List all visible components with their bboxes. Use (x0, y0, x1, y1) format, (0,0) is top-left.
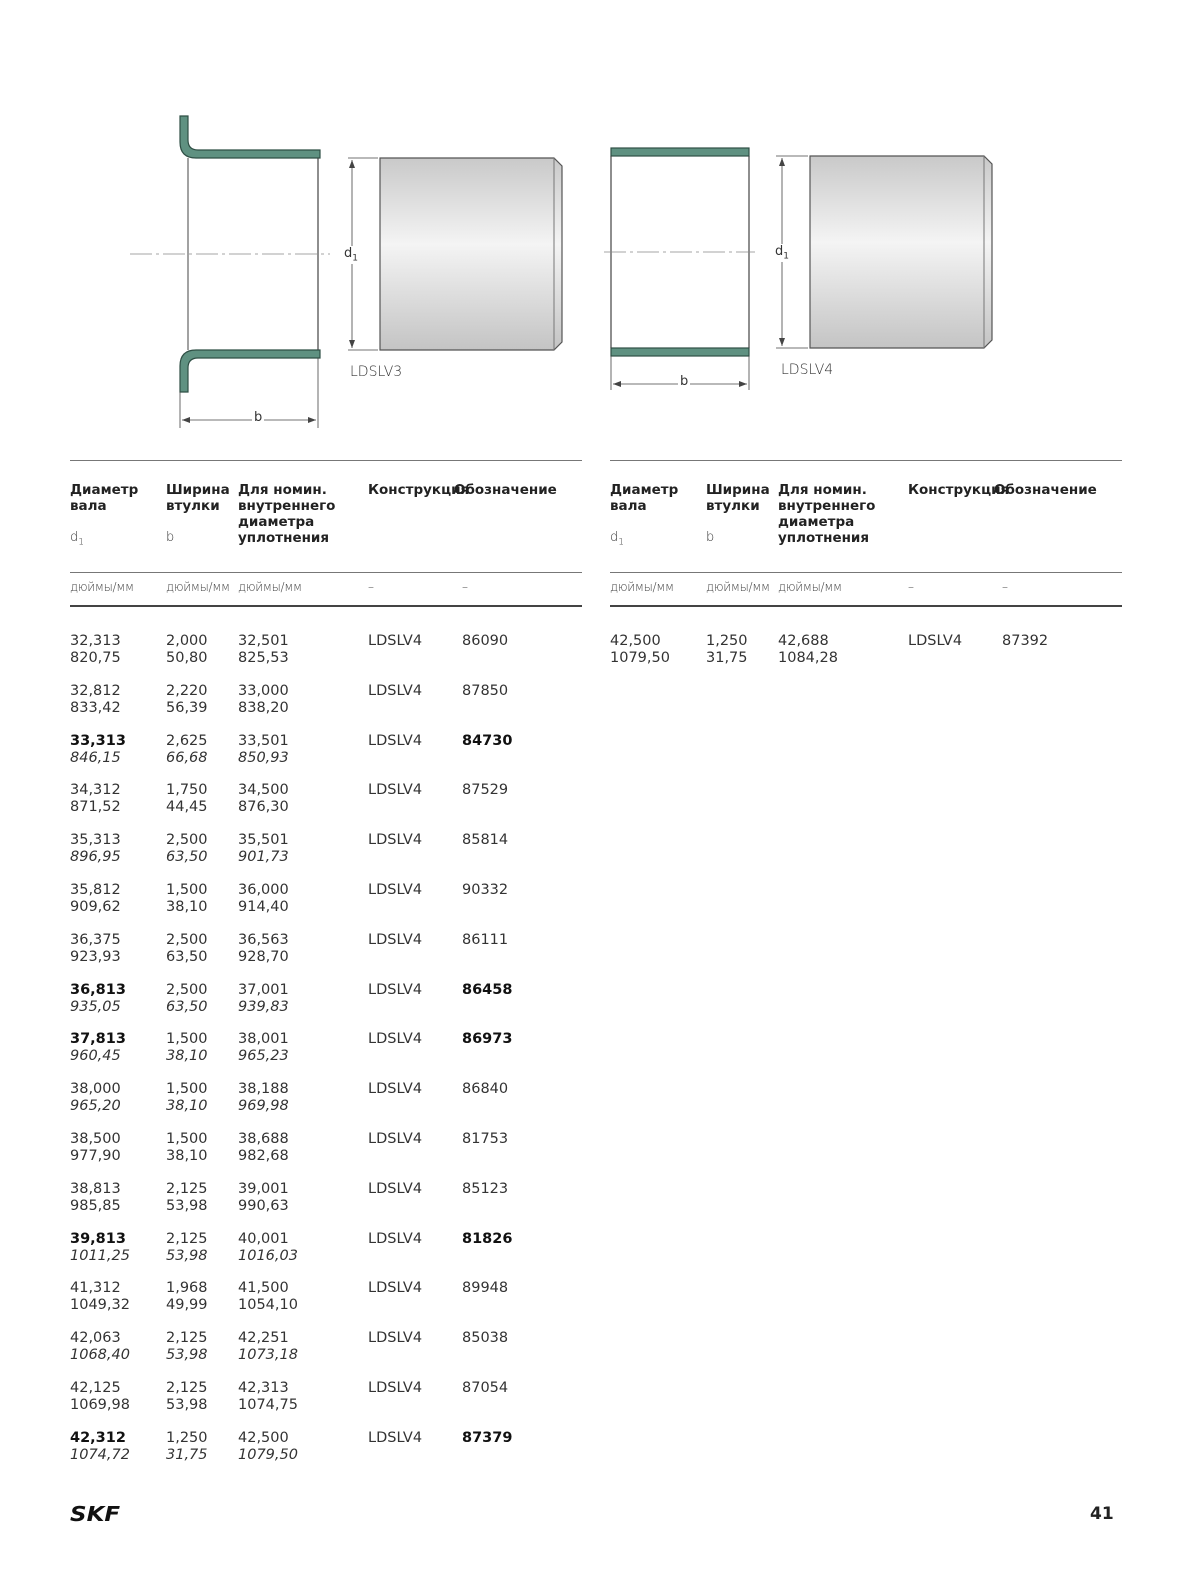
unit-unit2: дюймы/мм (166, 580, 230, 594)
ldslv3-section-drawing (130, 116, 330, 428)
sleeve-drawings (0, 0, 1190, 450)
header-line: внутреннего (238, 498, 336, 514)
cell-mm: 833,42 (70, 699, 121, 716)
cell-mm: 1079,50 (238, 1446, 298, 1463)
cell-mm: 850,93 (238, 749, 289, 766)
cell-inch: 38,688 (238, 1131, 289, 1147)
cell-s (238, 932, 289, 966)
cell-inch: 33,000 (238, 682, 289, 699)
cell-mm: 31,75 (166, 1446, 208, 1463)
cell-s (238, 882, 289, 916)
cell-mm: 38,10 (166, 1148, 208, 1164)
cell-mm: 923,93 (70, 948, 121, 965)
cell-d (70, 1330, 130, 1364)
cell-designation: 81753 (462, 1131, 509, 1147)
cell-mm: 876,30 (238, 799, 289, 816)
cell-d (70, 733, 126, 767)
cell-mm: 1049,32 (70, 1297, 130, 1314)
header-symbol-b: b (166, 530, 175, 545)
header-line: Для номин. (778, 482, 867, 498)
table-unit-top-rule (610, 572, 1122, 573)
cell-inch: 35,501 (238, 832, 289, 849)
cell-b (166, 932, 208, 966)
cell-d (70, 683, 121, 717)
cell-mm: 63,50 (166, 998, 208, 1015)
cell-inch: 36,563 (238, 931, 289, 948)
cell-d (70, 1131, 121, 1165)
cell-inch: 1,250 (706, 633, 748, 649)
cell-s (238, 633, 289, 667)
cell-s (238, 1181, 289, 1215)
cell-mm: 49,99 (166, 1297, 208, 1314)
cell-mm: 977,90 (70, 1148, 121, 1164)
cell-inch: 34,500 (238, 782, 289, 799)
cell-inch: 1,500 (166, 1081, 208, 1098)
cell-inch: 32,313 (70, 633, 121, 649)
cell-b (166, 1081, 208, 1115)
cell-s (238, 1081, 289, 1115)
ldslv3-side-view (348, 158, 562, 350)
unit-unit4: – (368, 580, 374, 594)
table-row (70, 982, 582, 1032)
cell-d (610, 633, 670, 667)
cell-d (70, 1231, 130, 1265)
cell-design: LDSLV4 (368, 882, 423, 898)
cell-inch: 41,312 (70, 1280, 121, 1297)
cell-design: LDSLV4 (368, 682, 423, 699)
cell-b (166, 1231, 208, 1265)
cell-design: LDSLV4 (368, 1380, 423, 1396)
cell-mm: 965,20 (70, 1098, 121, 1115)
table-top-rule (70, 460, 582, 461)
cell-inch: 41,500 (238, 1280, 289, 1297)
cell-mm: 990,63 (238, 1197, 289, 1214)
unit-unit5: – (1002, 580, 1008, 594)
cell-designation: 81826 (462, 1230, 513, 1247)
table-row (70, 633, 582, 683)
cell-mm: 38,10 (166, 1098, 208, 1115)
cell-inch: 39,001 (238, 1180, 289, 1197)
table-row (70, 1131, 582, 1181)
cell-design: LDSLV4 (368, 931, 423, 948)
unit-unit3: дюймы/мм (238, 580, 302, 594)
cell-inch: 2,500 (166, 981, 208, 998)
cell-mm: 1054,10 (238, 1297, 298, 1314)
cell-inch: 36,000 (238, 882, 289, 898)
table-top-rule (610, 460, 1122, 461)
cell-mm: 66,68 (166, 749, 208, 766)
header-line: втулки (706, 498, 760, 514)
cell-designation: 87850 (462, 682, 509, 699)
cell-mm: 1069,98 (70, 1397, 130, 1413)
cell-designation: 86973 (462, 1031, 513, 1048)
cell-designation: 87054 (462, 1380, 509, 1396)
cell-inch: 1,250 (166, 1429, 208, 1446)
cell-b (166, 982, 208, 1016)
cell-d (70, 932, 121, 966)
cell-designation: 86090 (462, 633, 509, 649)
header-line: вала (610, 498, 647, 514)
table-row (70, 832, 582, 882)
cell-mm: 909,62 (70, 899, 121, 915)
cell-b (166, 1031, 208, 1065)
cell-inch: 42,500 (610, 633, 661, 649)
cell-inch: 32,812 (70, 682, 121, 699)
cell-inch: 2,125 (166, 1230, 208, 1247)
table-row (70, 1430, 582, 1480)
cell-inch: 37,001 (238, 981, 289, 998)
cell-inch: 36,813 (70, 981, 126, 998)
cell-design: LDSLV4 (368, 1180, 423, 1197)
header-col2 (706, 482, 770, 514)
cell-inch: 38,500 (70, 1131, 121, 1147)
cell-s (238, 1131, 289, 1165)
cell-mm: 53,98 (166, 1397, 208, 1413)
cell-inch: 2,125 (166, 1330, 208, 1347)
header-line: внутреннего (778, 498, 876, 514)
symbol-text: d (610, 530, 619, 545)
cell-b (166, 882, 208, 916)
cell-inch: 35,313 (70, 832, 121, 849)
cell-s (238, 1231, 298, 1265)
dim-d1-left: $d_1$ (344, 246, 358, 264)
cell-mm: 985,85 (70, 1197, 121, 1214)
cell-inch: 40,001 (238, 1230, 289, 1247)
cell-b (166, 633, 208, 667)
table-unit-top-rule (70, 572, 582, 573)
cell-inch: 33,313 (70, 732, 126, 749)
cell-mm: 928,70 (238, 948, 289, 965)
header-col1 (610, 482, 678, 514)
cell-inch: 2,500 (166, 931, 208, 948)
cell-inch: 38,001 (238, 1031, 289, 1048)
cell-mm: 1074,72 (70, 1446, 130, 1463)
cell-inch: 2,125 (166, 1380, 208, 1396)
cell-mm: 53,98 (166, 1347, 208, 1364)
cell-s (238, 1280, 298, 1314)
unit-unit5: – (462, 580, 468, 594)
cell-mm: 838,20 (238, 699, 289, 716)
cell-inch: 38,000 (70, 1081, 121, 1098)
cell-inch: 2,125 (166, 1180, 208, 1197)
symbol-sub: 1 (618, 537, 624, 548)
label-ldslv4: LDSLV4 (781, 362, 834, 378)
cell-d (70, 1280, 130, 1314)
cell-s (778, 633, 838, 667)
cell-b (166, 683, 208, 717)
cell-b (166, 1181, 208, 1215)
cell-designation: 87529 (462, 782, 509, 799)
cell-mm: 969,98 (238, 1098, 289, 1115)
table-row (70, 1280, 582, 1330)
cell-mm: 901,73 (238, 849, 289, 866)
cell-mm: 1016,03 (238, 1247, 298, 1264)
table-row (70, 1081, 582, 1131)
cell-designation: 87379 (462, 1429, 513, 1446)
header-symbol-b: b (706, 530, 715, 545)
table-row (610, 633, 1122, 683)
cell-b (166, 1430, 208, 1464)
cell-d (70, 982, 126, 1016)
label-ldslv3: LDSLV3 (350, 364, 403, 380)
header-col5: Обозначение (994, 482, 1097, 498)
cell-inch: 38,188 (238, 1081, 289, 1098)
cell-designation: 86840 (462, 1081, 509, 1098)
table-row (70, 733, 582, 783)
ldslv4-side-view (776, 156, 992, 348)
cell-s (238, 1430, 298, 1464)
unit-unit4: – (908, 580, 914, 594)
cell-designation: 86458 (462, 981, 513, 998)
cell-mm: 1011,25 (70, 1247, 130, 1264)
cell-inch: 36,375 (70, 931, 121, 948)
cell-design: LDSLV4 (368, 732, 423, 749)
table-unit-bottom-rule (70, 605, 582, 607)
cell-inch: 42,312 (70, 1429, 126, 1446)
cell-s (238, 832, 289, 866)
cell-mm: 1073,18 (238, 1347, 298, 1364)
table-row (70, 1380, 582, 1430)
dim-d1-right: $d_1$ (775, 244, 789, 262)
cell-b (166, 782, 208, 816)
symbol-sub: 1 (78, 537, 84, 548)
table-row (70, 782, 582, 832)
cell-mm: 939,83 (238, 998, 289, 1015)
cell-s (238, 733, 289, 767)
cell-mm: 825,53 (238, 650, 289, 666)
cell-design: LDSLV4 (368, 981, 423, 998)
cell-mm: 965,23 (238, 1048, 289, 1065)
cell-mm: 63,50 (166, 849, 208, 866)
cell-designation: 90332 (462, 882, 509, 898)
header-col5: Обозначение (454, 482, 557, 498)
cell-inch: 42,500 (238, 1429, 289, 1446)
table-unit-bottom-rule (610, 605, 1122, 607)
cell-mm: 1079,50 (610, 650, 670, 666)
cell-inch: 42,063 (70, 1330, 121, 1347)
header-line: вала (70, 498, 107, 514)
cell-inch: 35,812 (70, 882, 121, 898)
header-line: Диаметр (610, 482, 679, 498)
cell-d (70, 782, 121, 816)
cell-d (70, 1031, 126, 1065)
cell-mm: 50,80 (166, 650, 208, 666)
header-line: диаметра (778, 514, 855, 530)
ldslv4-section-drawing (604, 148, 755, 390)
unit-unit2: дюймы/мм (706, 580, 770, 594)
cell-inch: 32,501 (238, 633, 289, 649)
cell-b (166, 832, 208, 866)
cell-d (70, 1430, 130, 1464)
cell-mm: 846,15 (70, 749, 121, 766)
header-line: Диаметр (70, 482, 139, 498)
table-row (70, 1330, 582, 1380)
cell-inch: 33,501 (238, 732, 289, 749)
cell-design: LDSLV4 (368, 1131, 423, 1147)
unit-unit3: дюймы/мм (778, 580, 842, 594)
header-col4: Конструкция (368, 482, 470, 498)
cell-mm: 53,98 (166, 1197, 208, 1214)
cell-s (238, 1380, 298, 1414)
cell-mm: 56,39 (166, 699, 208, 716)
header-line: уплотнения (778, 530, 870, 546)
cell-mm: 935,05 (70, 998, 121, 1015)
cell-designation: 84730 (462, 732, 513, 749)
cell-design: LDSLV4 (368, 1031, 423, 1048)
header-symbol-d1 (610, 530, 624, 548)
cell-mm: 31,75 (706, 650, 748, 666)
cell-inch: 37,813 (70, 1031, 126, 1048)
cell-design: LDSLV4 (368, 1280, 423, 1297)
cell-mm: 44,45 (166, 799, 208, 816)
cell-b (706, 633, 748, 667)
cell-s (238, 1031, 289, 1065)
dim-b-left: b (254, 410, 263, 425)
header-symbol-d1 (70, 530, 84, 548)
cell-b (166, 733, 208, 767)
cell-inch: 42,688 (778, 633, 829, 649)
cell-inch: 1,750 (166, 782, 208, 799)
cell-inch: 1,500 (166, 1131, 208, 1147)
cell-inch: 42,313 (238, 1380, 289, 1396)
cell-mm: 38,10 (166, 1048, 208, 1065)
cell-mm: 960,45 (70, 1048, 121, 1065)
cell-design: LDSLV4 (368, 1081, 423, 1098)
cell-design: LDSLV4 (368, 832, 423, 849)
cell-mm: 914,40 (238, 899, 289, 915)
unit-unit1: дюймы/мм (610, 580, 674, 594)
cell-inch: 2,220 (166, 682, 208, 699)
cell-mm: 1068,40 (70, 1347, 130, 1364)
table-row (70, 683, 582, 733)
cell-mm: 38,10 (166, 899, 208, 915)
header-col1 (70, 482, 138, 514)
cell-design: LDSLV4 (368, 1330, 423, 1347)
header-col2 (166, 482, 230, 514)
header-line: диаметра (238, 514, 315, 530)
cell-b (166, 1330, 208, 1364)
cell-inch: 1,968 (166, 1280, 208, 1297)
cell-inch: 42,251 (238, 1330, 289, 1347)
cell-inch: 2,000 (166, 633, 208, 649)
header-col3 (778, 482, 875, 546)
cell-s (238, 782, 289, 816)
cell-design: LDSLV4 (908, 633, 963, 649)
table-row (70, 882, 582, 932)
header-line: Ширина (706, 482, 770, 498)
cell-mm: 1084,28 (778, 650, 838, 666)
page-number: 41 (1090, 1504, 1114, 1524)
cell-d (70, 633, 121, 667)
cell-designation: 86111 (462, 931, 509, 948)
cell-d (70, 1181, 121, 1215)
cell-inch: 38,813 (70, 1180, 121, 1197)
cell-designation: 87392 (1002, 633, 1049, 649)
header-line: Ширина (166, 482, 230, 498)
cell-inch: 34,312 (70, 782, 121, 799)
skf-logo: SKF (70, 1502, 121, 1526)
cell-s (238, 1330, 298, 1364)
cell-design: LDSLV4 (368, 782, 423, 799)
cell-mm: 1074,75 (238, 1397, 298, 1413)
cell-mm: 982,68 (238, 1148, 289, 1164)
unit-unit1: дюймы/мм (70, 580, 134, 594)
cell-d (70, 832, 121, 866)
cell-mm: 896,95 (70, 849, 121, 866)
cell-inch: 2,500 (166, 832, 208, 849)
cell-designation: 85814 (462, 832, 509, 849)
cell-designation: 89948 (462, 1280, 509, 1297)
header-line: Для номин. (238, 482, 327, 498)
cell-mm: 63,50 (166, 948, 208, 965)
cell-b (166, 1131, 208, 1165)
cell-mm: 871,52 (70, 799, 121, 816)
cell-d (70, 882, 121, 916)
cell-inch: 1,500 (166, 1031, 208, 1048)
cell-d (70, 1081, 121, 1115)
table-row (70, 932, 582, 982)
header-line: втулки (166, 498, 220, 514)
cell-d (70, 1380, 130, 1414)
cell-b (166, 1280, 208, 1314)
cell-s (238, 982, 289, 1016)
cell-design: LDSLV4 (368, 633, 423, 649)
cell-inch: 2,625 (166, 732, 208, 749)
cell-designation: 85038 (462, 1330, 509, 1347)
table-row (70, 1031, 582, 1081)
cell-mm: 820,75 (70, 650, 121, 666)
dim-b-right: b (680, 374, 689, 389)
cell-inch: 1,500 (166, 882, 208, 898)
header-col3 (238, 482, 335, 546)
cell-mm: 53,98 (166, 1247, 208, 1264)
cell-s (238, 683, 289, 717)
cell-design: LDSLV4 (368, 1429, 423, 1446)
header-line: уплотнения (238, 530, 330, 546)
symbol-text: d (70, 530, 79, 545)
table-row (70, 1181, 582, 1231)
cell-inch: 39,813 (70, 1230, 126, 1247)
cell-b (166, 1380, 208, 1414)
header-col4: Конструкция (908, 482, 1010, 498)
cell-designation: 85123 (462, 1180, 509, 1197)
table-row (70, 1231, 582, 1281)
cell-inch: 42,125 (70, 1380, 121, 1396)
cell-design: LDSLV4 (368, 1230, 423, 1247)
